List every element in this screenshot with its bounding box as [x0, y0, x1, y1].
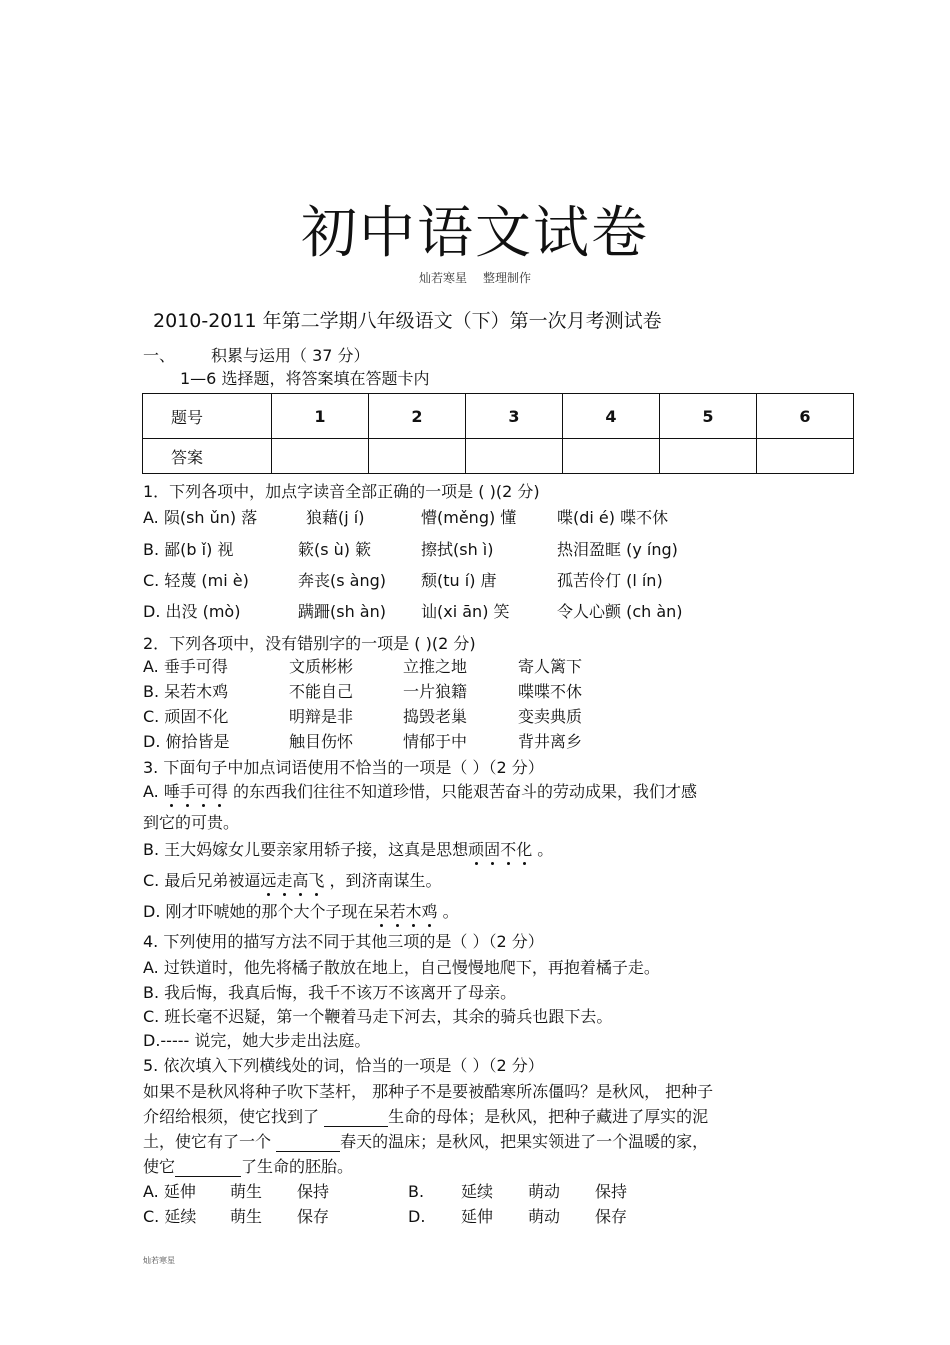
q5-p2-post: 生命的母体；是秋风，把种子藏进了厚实的泥 [388, 1107, 709, 1126]
table-number-6: 6 [757, 394, 854, 439]
table-number-5: 5 [660, 394, 757, 439]
answer-table-answer-row [143, 439, 854, 474]
section-title: 积累与运用（ 37 分） [211, 346, 370, 365]
q2-a-4: 寄人篱下 [518, 657, 583, 676]
q3-c-pre: C. 最后兄弟被逼 [143, 871, 261, 890]
emphasis-char: 不 [500, 840, 517, 859]
q2-a-2: 文质彬彬 [289, 657, 354, 676]
q2-a-1: A. 垂手可得 [143, 657, 228, 676]
answer-cell-6[interactable] [757, 439, 854, 474]
q3-option-d [143, 902, 459, 922]
q5-a-1: A. 延伸 [143, 1182, 196, 1201]
answer-cell-4[interactable] [563, 439, 660, 474]
q5-a-3: 保持 [297, 1182, 330, 1201]
instruction: 1—6 选择题，将答案填在答题卡内 [180, 369, 430, 388]
q3-c-dotted-word [260, 871, 324, 890]
q2-stem: 2．下列各项中，没有错别字的一项是 ( )(2 分) [143, 634, 476, 653]
q1-b-2: 簌(s ù) 簌 [298, 540, 372, 559]
table-header-label: 题号 [143, 394, 272, 439]
table-number-1: 1 [272, 394, 369, 439]
emphasis-char: 呆 [373, 902, 390, 921]
q2-a-3: 立推之地 [403, 657, 468, 676]
q5-d-label: D. [408, 1207, 426, 1226]
q3-option-a-line2: 到它的可贵。 [143, 813, 240, 832]
exam-subtitle: 2010-2011 年第二学期八年级语文（下）第一次月考测试卷 [153, 310, 662, 332]
q1-c-4: 孤苦伶仃 (l ín) [557, 571, 663, 590]
answer-cell-1[interactable] [272, 439, 369, 474]
q2-d-3: 情郁于中 [403, 732, 468, 751]
q3-d-post: 。 [437, 902, 459, 921]
q5-passage-line1: 如果不是秋风将种子吹下茎杆， 那种子不是要被酷寒所冻僵吗？是秋风， 把种子 [143, 1082, 714, 1101]
maker-author: 灿若寒星 [418, 271, 467, 285]
q1-b-1: B. 鄙(b ǐ) 视 [143, 540, 234, 559]
q5-p4-pre: 使它 [143, 1157, 176, 1176]
emphasis-char: 手 [179, 782, 196, 801]
emphasis-char: 木 [405, 902, 422, 921]
q2-b-4: 喋喋不休 [518, 682, 583, 701]
answer-cell-2[interactable] [369, 439, 466, 474]
q1-b-3: 擦拭(sh ì) [421, 540, 494, 559]
q5-b-1: 延续 [461, 1182, 494, 1201]
emphasis-char: 远 [260, 871, 277, 890]
q3-stem: 3. 下面句子中加点词语使用不恰当的一项是（ ）（2 分） [143, 758, 544, 777]
q1-b-4: 热泪盈眶 (y íng) [557, 540, 678, 559]
emphasis-char: 飞 [308, 871, 325, 890]
q4-option-d: D.----- 说完，她大步走出法庭。 [143, 1031, 371, 1050]
q5-passage-line3 [143, 1132, 708, 1152]
q5-stem: 5. 依次填入下列横线处的词，恰当的一项是（ ）（2 分） [143, 1056, 544, 1075]
q1-c-1: C. 轻蔑 (mi è) [143, 571, 249, 590]
q1-a-3: 懵(měng) 懂 [421, 508, 517, 527]
q5-d-1: 延伸 [461, 1207, 494, 1226]
q1-c-3: 颓(tu í) 唐 [421, 571, 497, 590]
q2-d-2: 触目伤怀 [289, 732, 354, 751]
q2-d-4: 背井离乡 [518, 732, 583, 751]
q4-option-a: A. 过铁道时，他先将橘子散放在地上，自己慢慢地爬下，再抱着橘子走。 [143, 958, 660, 977]
q3-d-dotted-word [374, 902, 438, 921]
q1-d-2: 蹒跚(sh àn) [298, 602, 386, 621]
q2-c-3: 捣毁老巢 [403, 707, 468, 726]
page-footer: 灿若寒星 [143, 1256, 175, 1265]
q3-a-rest: 的东西我们往往不知道珍惜，只能艰苦奋斗的劳动成果，我们才感 [233, 782, 698, 801]
table-answer-label: 答案 [143, 439, 272, 474]
q5-b-3: 保持 [595, 1182, 628, 1201]
q3-option-c [143, 871, 442, 891]
q3-option-b [143, 840, 553, 860]
q1-d-4: 令人心颤 (ch àn) [557, 602, 683, 621]
page-title: 初中语文试卷 [301, 201, 649, 266]
q5-p4-post: 了生命的胚胎。 [241, 1157, 354, 1176]
q2-c-1: C. 顽固不化 [143, 707, 229, 726]
q5-d-2: 萌动 [528, 1207, 561, 1226]
table-number-4: 4 [563, 394, 660, 439]
q3-b-dotted-word [468, 840, 532, 859]
emphasis-char: 走 [276, 871, 293, 890]
q2-c-4: 变卖典质 [518, 707, 583, 726]
q3-b-pre: B. 王大妈嫁女儿要亲家用轿子接，这真是思想 [143, 840, 469, 859]
emphasis-char: 化 [516, 840, 533, 859]
q3-a-dotted-word [164, 782, 228, 801]
maker-note: 整理制作 [483, 271, 532, 285]
q5-passage-line2 [143, 1107, 708, 1127]
q1-a-4: 喋(di é) 喋不休 [557, 508, 669, 527]
q3-option-a-line1 [143, 782, 697, 802]
fill-blank-3[interactable] [175, 1160, 241, 1177]
q2-c-2: 明辩是非 [289, 707, 354, 726]
q5-b-2: 萌动 [528, 1182, 561, 1201]
q2-b-2: 不能自己 [289, 682, 354, 701]
emphasis-char: 鸡 [421, 902, 438, 921]
q5-c-1: C. 延续 [143, 1207, 197, 1226]
emphasis-char: 得 [211, 782, 228, 801]
q3-a-label: A. [143, 782, 159, 801]
fill-blank-1[interactable] [324, 1110, 388, 1127]
answer-table-header-row [143, 394, 854, 439]
answer-cell-3[interactable] [466, 439, 563, 474]
q5-p2-pre: 介绍给根须，使它找到了 [143, 1107, 325, 1126]
emphasis-char: 可 [195, 782, 212, 801]
q4-stem: 4. 下列使用的描写方法不同于其他三项的是（ ）（2 分） [143, 932, 544, 951]
q3-b-post: 。 [532, 840, 554, 859]
q4-option-b: B. 我后悔，我真后悔，我千不该万不该离开了母亲。 [143, 983, 517, 1002]
table-number-3: 3 [466, 394, 563, 439]
q5-p3-pre: 土，使它有了一个 [143, 1132, 277, 1151]
q5-c-3: 保存 [297, 1207, 330, 1226]
q1-stem: 1．下列各项中，加点字读音全部正确的一项是 ( )(2 分) [143, 482, 540, 501]
q1-d-1: D. 出没 (mò) [143, 602, 241, 621]
q4-option-c: C. 班长毫不迟疑，第一个鞭着马走下河去，其余的骑兵也跟下去。 [143, 1007, 613, 1026]
q2-b-3: 一片狼籍 [403, 682, 468, 701]
emphasis-char: 高 [292, 871, 309, 890]
q5-b-label: B. [408, 1182, 425, 1201]
q5-passage-line4 [143, 1157, 353, 1177]
q1-d-3: 讪(xi ān) 笑 [421, 602, 510, 621]
emphasis-char: 若 [389, 902, 406, 921]
section-number: 一、 [143, 346, 176, 365]
emphasis-char: 顽 [468, 840, 485, 859]
emphasis-char: 唾 [163, 782, 180, 801]
q5-p3-post: 春天的温床；是秋风，把果实领进了一个温暖的家， [340, 1132, 709, 1151]
q2-b-1: B. 呆若木鸡 [143, 682, 229, 701]
q5-a-2: 萌生 [230, 1182, 263, 1201]
q3-d-pre: D. 刚才吓唬她的那个大个子现在 [143, 902, 374, 921]
q5-c-2: 萌生 [230, 1207, 263, 1226]
maker-line [0, 269, 950, 286]
q1-a-2: 狼藉(j í) [306, 508, 365, 527]
answer-table [142, 393, 854, 474]
fill-blank-2[interactable] [276, 1135, 340, 1152]
q5-d-3: 保存 [595, 1207, 628, 1226]
answer-cell-5[interactable] [660, 439, 757, 474]
q1-c-2: 奔丧(s àng) [298, 571, 387, 590]
emphasis-char: 固 [484, 840, 501, 859]
table-number-2: 2 [369, 394, 466, 439]
q1-a-1: A. 陨(sh ǔn) 落 [143, 508, 258, 527]
q3-c-post: ，到济南谋生。 [324, 871, 442, 890]
q2-d-1: D. 俯拾皆是 [143, 732, 230, 751]
